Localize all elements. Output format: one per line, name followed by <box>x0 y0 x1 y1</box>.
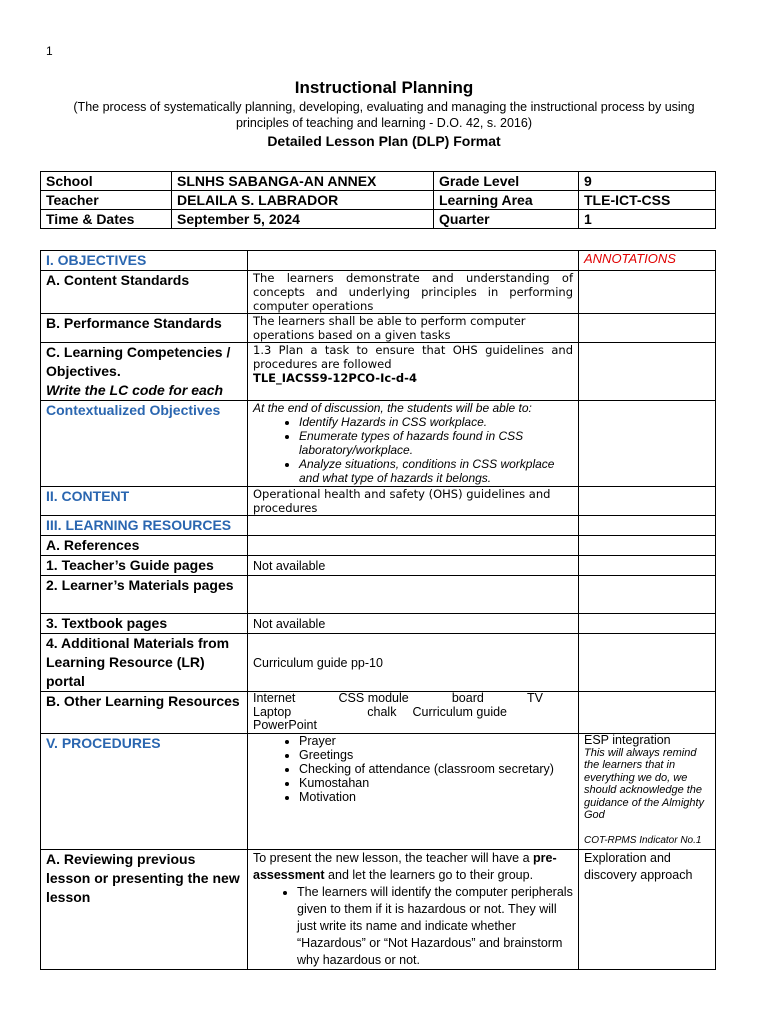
intro-text-end: and let the learners go to their group. <box>324 867 534 882</box>
row-references <box>41 536 716 556</box>
row-reviewing-lesson <box>41 849 716 969</box>
contextualized-intro: At the end of discussion, the students will be able to: <box>253 401 532 415</box>
teacher-label: Teacher <box>41 191 172 210</box>
content-standards-value: The learners demonstrate and understanding of concepts and underlying principles in performing computer operations <box>248 271 579 314</box>
time-label: Time & Dates <box>41 210 172 229</box>
resources-line-3: PowerPoint <box>253 718 317 732</box>
row-textbook <box>41 614 716 634</box>
resource-item: Curriculum guide <box>412 704 507 719</box>
esp-body: This will always remind the learners that in everything we do, we should acknowledge the guidance of the Almighty God <box>584 746 705 821</box>
list-item: • Kumostahan <box>299 776 573 790</box>
row-content-standards <box>41 271 716 314</box>
textbook-label: 3. Textbook pages <box>41 614 248 634</box>
additional-materials-label: 4. Additional Materials from Learning Resource (LR) portal <box>41 634 248 692</box>
list-item: • Greetings <box>299 748 573 762</box>
list-item: • Analyze situations, conditions in CSS workplace and what type of hazards it belongs. <box>299 457 573 485</box>
resource-item: Laptop <box>253 704 292 719</box>
contextualized-objectives-cell <box>248 401 579 487</box>
content-standards-label: A. Content Standards <box>41 271 248 314</box>
procedures-cell <box>248 733 579 849</box>
annotations-header: ANNOTATIONS <box>579 251 716 271</box>
resources-line-1 <box>253 692 573 706</box>
resource-item: Internet <box>253 691 296 705</box>
area-value: TLE-ICT-CSS <box>579 191 716 210</box>
resource-item: CSS module <box>338 691 409 705</box>
row-learning-competencies <box>41 343 716 401</box>
school-label: School <box>41 172 172 191</box>
textbook-value: Not available <box>248 614 579 634</box>
lesson-plan-table <box>40 250 716 970</box>
document-title: Instructional Planning <box>294 78 474 97</box>
row-contextualized-objectives <box>41 401 716 487</box>
esp-title: ESP integration <box>584 732 671 747</box>
learners-materials-label: 2. Learner’s Materials pages <box>41 576 248 614</box>
list-item: • Prayer <box>299 734 573 748</box>
reviewing-list <box>253 884 573 969</box>
contextualized-list <box>253 415 573 485</box>
row-objectives <box>41 251 716 271</box>
learning-competencies-value: 1.3 Plan a task to ensure that OHS guidelines and procedures are followed <box>253 343 573 371</box>
info-table <box>40 171 716 229</box>
intro-text: To present the new lesson, the teacher will have a <box>253 850 534 865</box>
row-learning-resources <box>41 516 716 536</box>
learning-competencies-label: C. Learning Competencies / Objectives. <box>46 344 231 379</box>
learning-resources-label: III. LEARNING RESOURCES <box>41 516 248 536</box>
lc-code: TLE_IACSS9-12PCO-Ic-d-4 <box>253 371 417 385</box>
row-additional-materials <box>41 634 716 692</box>
area-label: Learning Area <box>434 191 579 210</box>
row-learners-materials <box>41 576 716 614</box>
quarter-label: Quarter <box>434 210 579 229</box>
school-value: SLNHS SABANGA-AN ANNEX <box>172 172 434 191</box>
procedures-list <box>253 734 573 804</box>
teachers-guide-value: Not available <box>248 556 579 576</box>
objectives-label: I. OBJECTIVES <box>41 251 248 271</box>
list-item: • Enumerate types of hazards found in CSS laboratory/workplace. <box>299 429 573 457</box>
reviewing-intro <box>253 850 573 884</box>
grade-label: Grade Level <box>434 172 579 191</box>
learning-competencies-cell-value <box>248 343 579 401</box>
row-teachers-guide <box>41 556 716 576</box>
resources-line-2 <box>253 706 573 720</box>
other-resources-label: B. Other Learning Resources <box>41 692 248 734</box>
esp-annotation <box>579 733 716 849</box>
additional-materials-value: Curriculum guide pp-10 <box>248 634 579 692</box>
contextualized-objectives-label: Contextualized Objectives <box>41 401 248 487</box>
row-procedures <box>41 733 716 849</box>
lc-note: Write the LC code for each <box>46 382 224 398</box>
references-label: A. References <box>41 536 248 556</box>
performance-standards-value: The learners shall be able to perform computer operations based on a given tasks <box>248 314 579 343</box>
list-item: • The learners will identify the computer peripherals given to them if it is hazardous or not. They will just write its name and indicate whether “Hazardous” or “Not Hazardous” and brainstorm why hazardous or not. <box>297 884 573 969</box>
document-subtitle: (The process of systematically planning, developing, evaluating and managing the instructional process by using principles of teaching and learning - D.O. 42, s. 2016) <box>73 100 695 130</box>
grade-value: 9 <box>579 172 716 191</box>
reviewing-lesson-label: A. Reviewing previous lesson or presenting the new lesson <box>41 849 248 969</box>
quarter-value: 1 <box>579 210 716 229</box>
row-content <box>41 487 716 516</box>
resource-item: TV <box>526 691 543 705</box>
row-other-resources <box>41 692 716 734</box>
esp-indicator: COT-RPMS Indicator No.1 <box>584 834 702 846</box>
teachers-guide-label: 1. Teacher’s Guide pages <box>41 556 248 576</box>
page-number: 1 <box>46 44 53 58</box>
list-item: • Identify Hazards in CSS workplace. <box>299 415 573 429</box>
teacher-value: DELAILA S. LABRADOR <box>172 191 434 210</box>
content-label: II. CONTENT <box>41 487 248 516</box>
performance-standards-label: B. Performance Standards <box>41 314 248 343</box>
reviewing-lesson-cell <box>248 849 579 969</box>
procedures-label: V. PROCEDURES <box>41 733 248 849</box>
reviewing-annotation: Exploration and discovery approach <box>579 849 716 969</box>
pre-assessment-text: pre-assessment <box>253 850 557 882</box>
resource-item: chalk <box>367 704 397 719</box>
content-value: Operational health and safety (OHS) guidelines and procedures <box>248 487 579 516</box>
info-row-school <box>41 172 716 191</box>
format-title: Detailed Lesson Plan (DLP) Format <box>267 133 501 149</box>
time-value: September 5, 2024 <box>172 210 434 229</box>
resource-item: board <box>451 691 484 705</box>
list-item: • Motivation <box>299 790 573 804</box>
other-resources-cell <box>248 692 579 734</box>
info-row-time <box>41 210 716 229</box>
learning-competencies-cell <box>41 343 248 401</box>
list-item: • Checking of attendance (classroom secretary) <box>299 762 573 776</box>
info-row-teacher <box>41 191 716 210</box>
row-performance-standards <box>41 314 716 343</box>
